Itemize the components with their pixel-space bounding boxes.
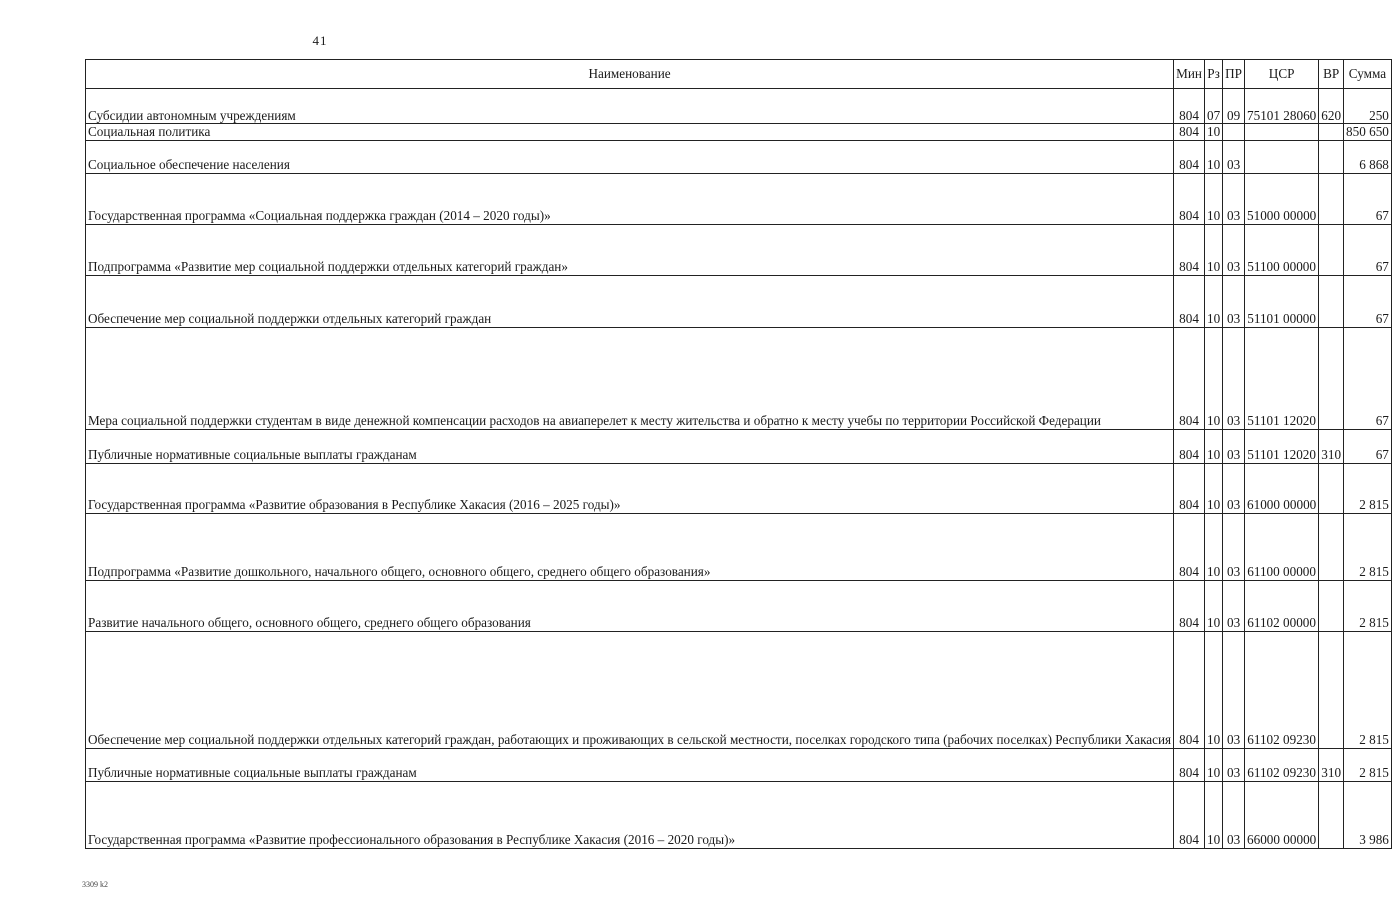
budget-table [85,59,1392,849]
row-vr-cell [1319,124,1344,141]
row-sum-cell: 67 [1344,275,1392,327]
row-sum-cell: 2 815 [1344,580,1392,631]
row-pr-cell: 03 [1223,140,1245,173]
row-rz-cell: 10 [1204,275,1222,327]
row-vr-cell [1319,580,1344,631]
row-name-cell [86,275,1174,327]
header-csr: ЦСР [1245,60,1319,89]
row-sum-cell: 2 815 [1344,463,1392,513]
row-vr-cell [1319,513,1344,580]
row-csr-cell: 61102 00000 [1245,580,1319,631]
row-rz-cell: 10 [1204,124,1222,141]
table-row [86,513,1392,580]
row-rz-cell: 10 [1204,631,1222,748]
row-sum-cell: 67 [1344,327,1392,429]
row-sum-cell: 2 815 [1344,631,1392,748]
row-csr-cell: 51100 00000 [1245,224,1319,275]
row-pr-cell: 03 [1223,580,1245,631]
row-name-text: Публичные нормативные социальные выплаты гражданам [88,765,417,780]
row-name-cell [86,748,1174,781]
row-name-cell [86,224,1174,275]
header-min: Мин [1174,60,1205,89]
table-row [86,140,1392,173]
row-vr-cell [1319,173,1344,224]
row-csr-cell: 61102 09230 [1245,748,1319,781]
row-name-cell [86,124,1174,141]
row-csr-cell: 61102 09230 [1245,631,1319,748]
row-name-cell [86,580,1174,631]
header-sum: Сумма [1344,60,1392,89]
row-csr-cell: 51101 12020 [1245,429,1319,463]
row-name-cell [86,173,1174,224]
row-csr-cell: 66000 00000 [1245,781,1319,848]
row-rz-cell: 10 [1204,781,1222,848]
row-min-cell: 804 [1174,173,1205,224]
row-name-text: Развитие начального общего, основного общего, среднего общего образования [88,615,531,630]
row-vr-cell [1319,275,1344,327]
row-sum-cell: 850 650 [1344,124,1392,141]
header-pr: ПР [1223,60,1245,89]
row-name-text: Государственная программа «Развитие профессионального образования в Республике Хакасия (2016 – 2020 годы)» [88,832,736,847]
row-vr-cell [1319,631,1344,748]
table-row [86,89,1392,124]
row-rz-cell: 10 [1204,429,1222,463]
row-pr-cell: 03 [1223,513,1245,580]
row-min-cell: 804 [1174,580,1205,631]
row-rz-cell: 10 [1204,327,1222,429]
row-name-cell [86,140,1174,173]
row-sum-cell: 67 [1344,173,1392,224]
row-name-cell [86,327,1174,429]
row-name-cell [86,781,1174,848]
row-name-text: Подпрограмма «Развитие дошкольного, начального общего, основного общего, среднего общего образования» [88,564,711,579]
row-csr-cell: 51000 00000 [1245,173,1319,224]
row-pr-cell: 03 [1223,224,1245,275]
row-vr-cell [1319,781,1344,848]
row-pr-cell: 03 [1223,275,1245,327]
table-row [86,173,1392,224]
row-csr-cell: 61100 00000 [1245,513,1319,580]
row-min-cell: 804 [1174,124,1205,141]
row-csr-cell [1245,124,1319,141]
row-pr-cell: 03 [1223,429,1245,463]
table-row [86,748,1392,781]
row-min-cell: 804 [1174,781,1205,848]
row-rz-cell: 10 [1204,224,1222,275]
row-min-cell: 804 [1174,463,1205,513]
row-min-cell: 804 [1174,429,1205,463]
row-name-text: Подпрограмма «Развитие мер социальной поддержки отдельных категорий граждан» [88,259,568,274]
row-min-cell: 804 [1174,748,1205,781]
row-name-text: Обеспечение мер социальной поддержки отдельных категорий граждан [88,311,492,326]
row-vr-cell: 620 [1319,89,1344,124]
row-vr-cell [1319,140,1344,173]
row-name-text: Обеспечение мер социальной поддержки отдельных категорий граждан, работающих и проживающих в сельской местности, поселках городского типа (рабочих поселках) Республики Хакасия [88,732,1172,747]
row-name-text: Государственная программа «Социальная поддержка граждан (2014 – 2020 годы)» [88,208,551,223]
row-pr-cell: 03 [1223,327,1245,429]
row-csr-cell: 75101 28060 [1245,89,1319,124]
row-min-cell: 804 [1174,327,1205,429]
row-sum-cell: 3 986 [1344,781,1392,848]
row-name-cell [86,631,1174,748]
row-name-text: Социальная политика [88,124,211,139]
row-min-cell: 804 [1174,631,1205,748]
footer-code: 3309 k2 [82,880,108,889]
row-pr-cell: 03 [1223,173,1245,224]
row-min-cell: 804 [1174,224,1205,275]
row-name-cell [86,89,1174,124]
row-name-cell [86,513,1174,580]
table-row [86,429,1392,463]
row-min-cell: 804 [1174,275,1205,327]
row-vr-cell: 310 [1319,748,1344,781]
row-rz-cell: 07 [1204,89,1222,124]
row-rz-cell: 10 [1204,748,1222,781]
row-pr-cell: 03 [1223,463,1245,513]
row-rz-cell: 10 [1204,173,1222,224]
row-rz-cell: 10 [1204,463,1222,513]
row-pr-cell [1223,124,1245,141]
row-name-cell [86,429,1174,463]
row-pr-cell: 03 [1223,781,1245,848]
row-min-cell: 804 [1174,513,1205,580]
table-row [86,580,1392,631]
row-csr-cell: 51101 12020 [1245,327,1319,429]
row-name-cell [86,463,1174,513]
row-csr-cell: 61000 00000 [1245,463,1319,513]
row-vr-cell [1319,327,1344,429]
row-name-text: Субсидии автономным учреждениям [88,107,296,123]
table-row [86,327,1392,429]
row-csr-cell: 51101 00000 [1245,275,1319,327]
table-row [86,781,1392,848]
table-row [86,463,1392,513]
row-rz-cell: 10 [1204,140,1222,173]
row-name-text: Мера социальной поддержки студентам в виде денежной компенсации расходов на авиаперелет к месту жительства и обратно к месту учебы по территории Российской Федерации [88,413,1101,428]
page-number: 41 [312,33,328,48]
row-vr-cell [1319,224,1344,275]
header-name: Наименование [86,60,1174,89]
row-name-text: Социальное обеспечение населения [88,157,290,172]
table-row [86,124,1392,141]
row-sum-cell: 2 815 [1344,748,1392,781]
header-rz: Рз [1204,60,1222,89]
table-row [86,275,1392,327]
row-min-cell: 804 [1174,89,1205,124]
row-name-text: Публичные нормативные социальные выплаты гражданам [88,447,417,462]
table-row [86,224,1392,275]
row-csr-cell [1245,140,1319,173]
row-sum-cell: 250 [1344,89,1392,124]
row-pr-cell: 03 [1223,631,1245,748]
table-body [86,89,1392,849]
row-name-text: Государственная программа «Развитие образования в Республике Хакасия (2016 – 2025 годы)» [88,497,621,512]
row-sum-cell: 6 868 [1344,140,1392,173]
row-sum-cell: 67 [1344,429,1392,463]
row-sum-cell: 2 815 [1344,513,1392,580]
row-rz-cell: 10 [1204,580,1222,631]
row-rz-cell: 10 [1204,513,1222,580]
table-row [86,631,1392,748]
row-min-cell: 804 [1174,140,1205,173]
row-pr-cell: 09 [1223,89,1245,124]
table-header-row [86,60,1392,89]
row-vr-cell [1319,463,1344,513]
row-pr-cell: 03 [1223,748,1245,781]
row-vr-cell: 310 [1319,429,1344,463]
row-sum-cell: 67 [1344,224,1392,275]
header-vr: ВР [1319,60,1344,89]
